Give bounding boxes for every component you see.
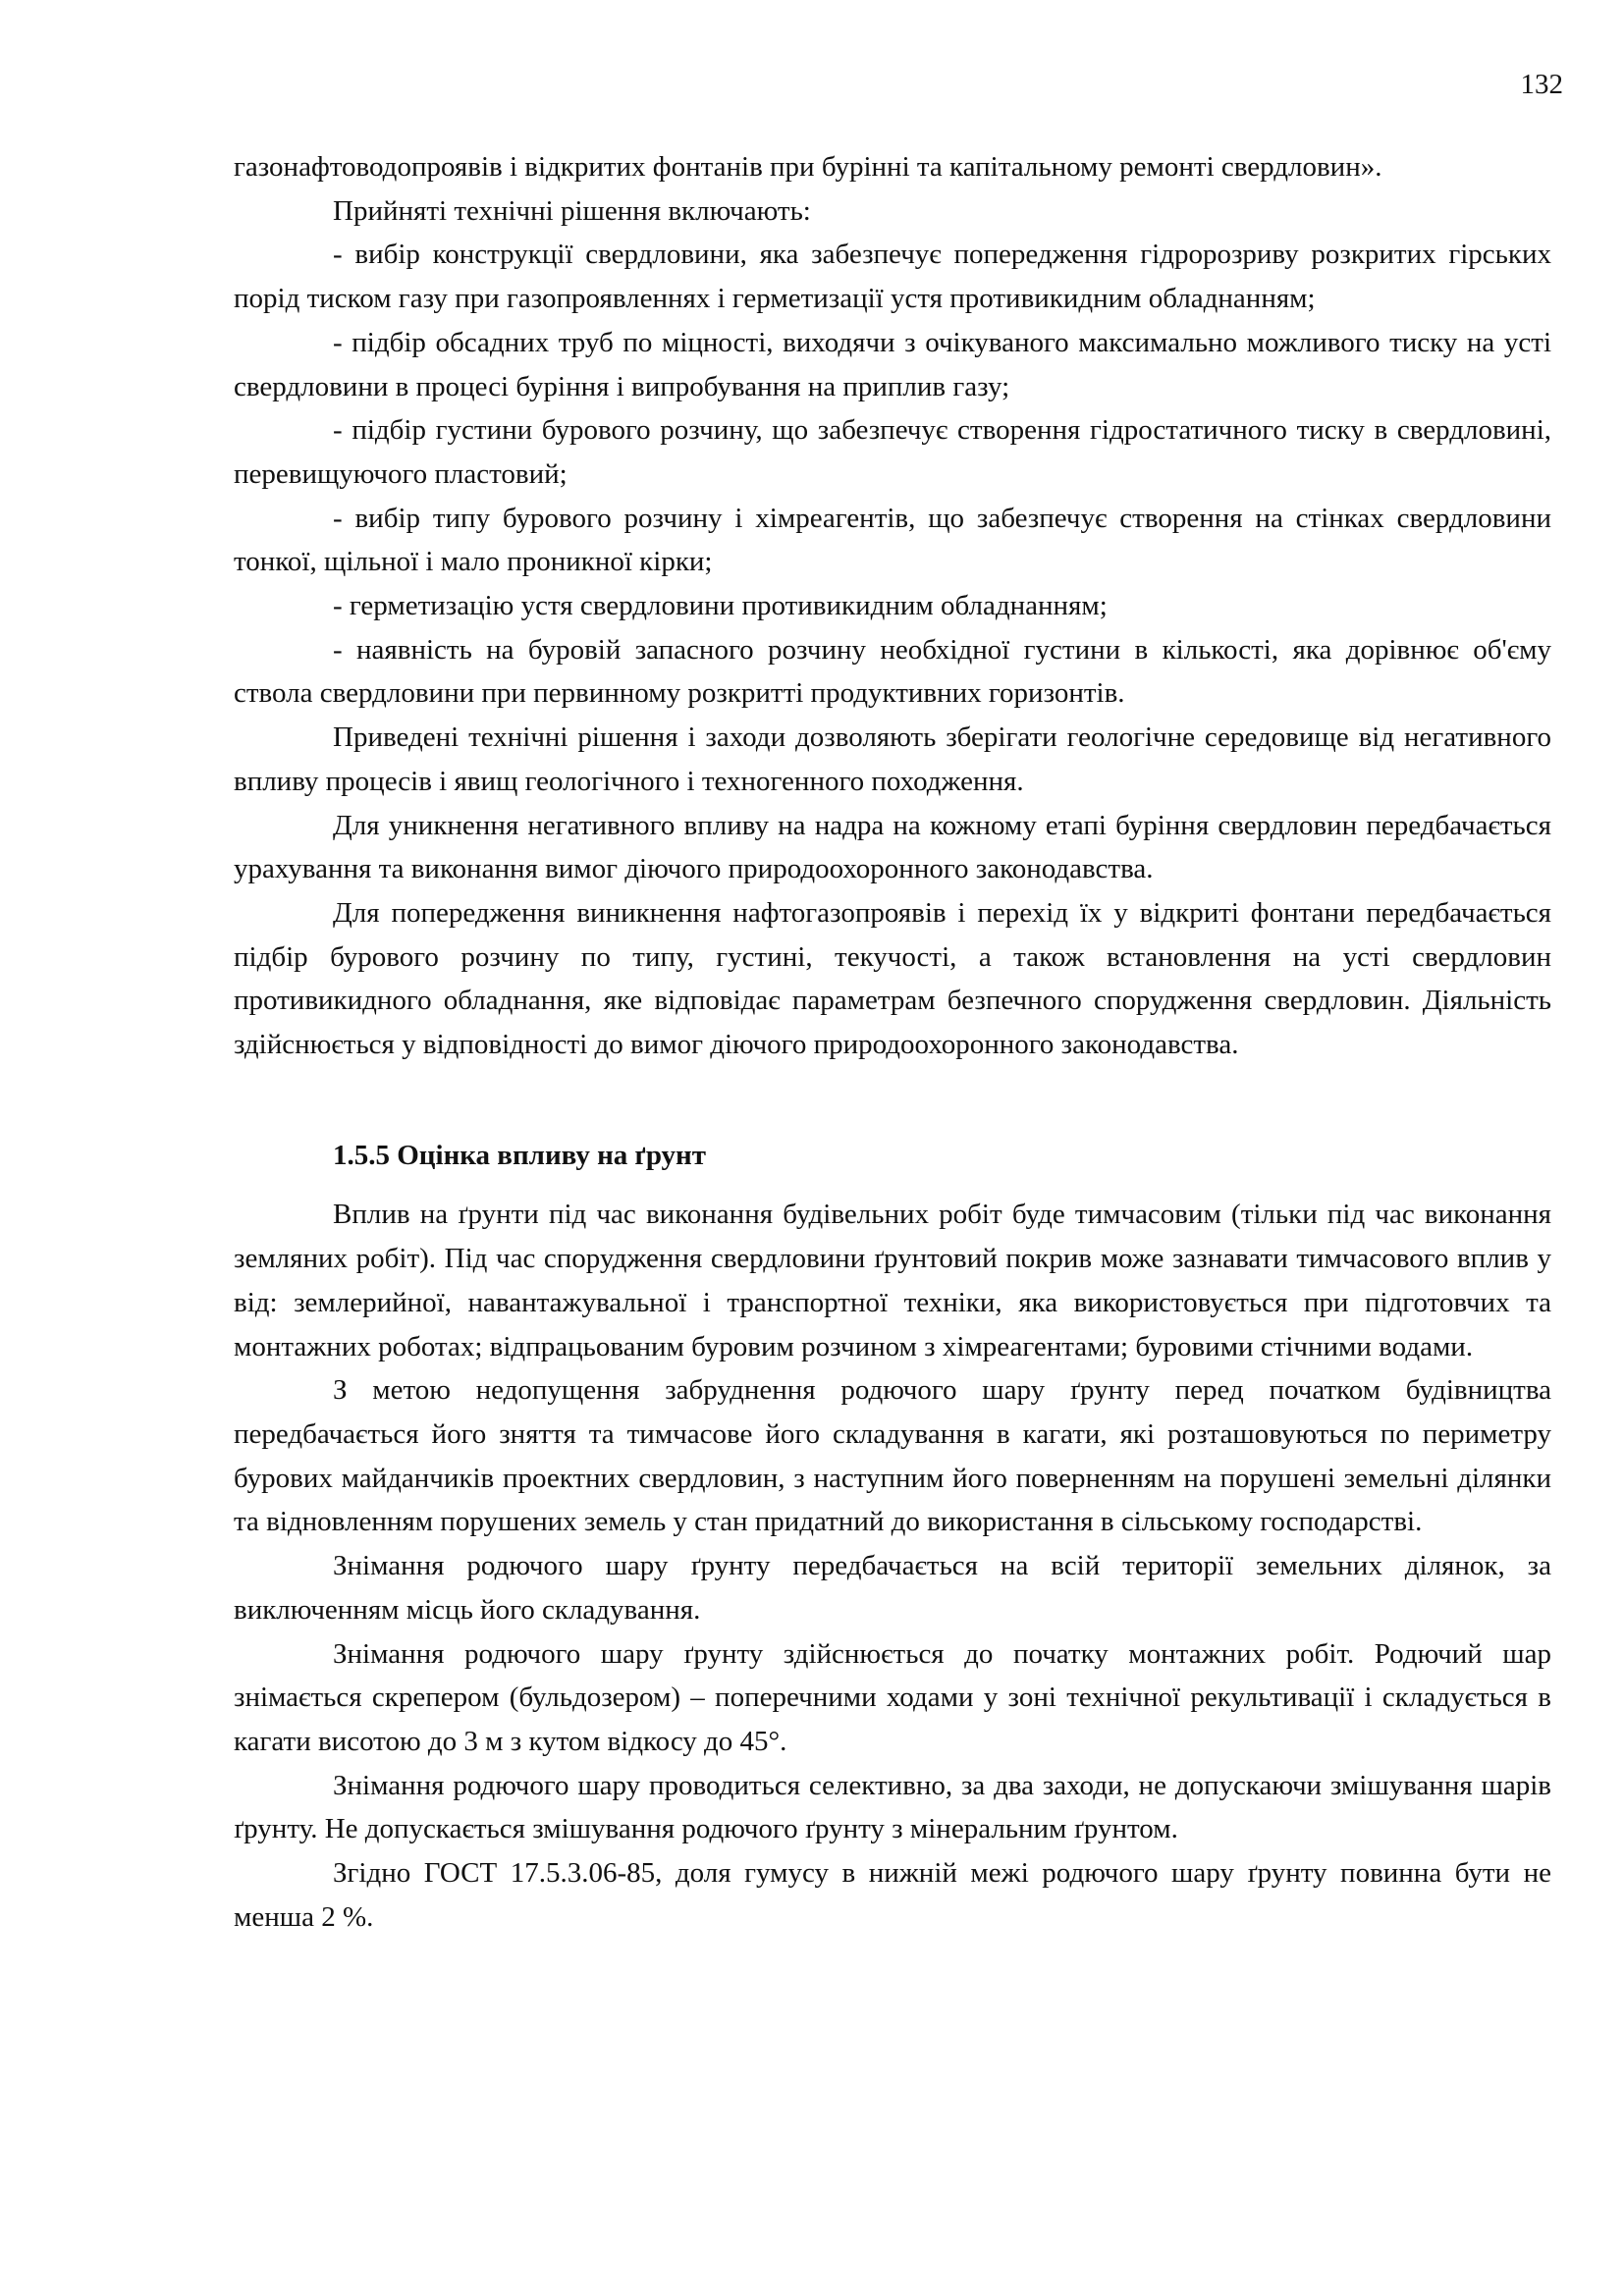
list-item: - вибір типу бурового розчину і хімреагентів, що забезпечує створення на стінках свердловини тонкої, щільної і мало проникної кірки; [234,502,1551,578]
paragraph: Знімання родючого шару ґрунту здійснюється до початку монтажних робіт. Родючий шар знімається скрепером (бульдозером) – поперечними ходами у зоні технічної рекультивації і складується в кагати висотою до 3 м з кутом відкосу до 45°. [234,1637,1551,1757]
paragraph: Приведені технічні рішення і заходи дозволяють зберігати геологічне середовище від негативного впливу процесів і явищ геологічного і техногенного походження. [234,721,1551,797]
paragraph: Для уникнення негативного впливу на надра на кожному етапі буріння свердловин передбачається урахування та виконання вимог діючого природоохоронного законодавства. [234,809,1551,885]
document-body [234,145,1551,1939]
paragraph: З метою недопущення забруднення родючого шару ґрунту перед початком будівництва передбачається його зняття та тимчасове його складування в кагати, які розташовуються по периметру бурових майданчиків проектних свердловин, з наступним його поверненням на порушені земельні ділянки та відновленням порушених земель у стан придатний до використання в сільському господарстві. [234,1374,1551,1538]
list-item: - вибір конструкції свердловини, яка забезпечує попередження гідророзриву розкритих гірських порід тиском газу при газопроявленнях і герметизації устя противикидним обладнанням; [234,239,1551,315]
paragraph: газонафтоводопроявів і відкритих фонтанів при бурінні та капітальному ремонті свердловин». [234,151,1382,183]
list-item: - підбір обсадних труб по міцності, виходячи з очікуваного максимально можливого тиску на усті свердловини в процесі буріння і випробування на приплив газу; [234,326,1551,402]
paragraph: Вплив на ґрунти під час виконання будівельних робіт буде тимчасовим (тільки під час виконання земляних робіт). Під час спорудження свердловини ґрунтовий покрив може зазнавати тимчасового вплив у від: землерийної, навантажувальної і транспортної техніки, яка використовується при підготовчих та монтажних роботах; відпрацьованим буровим розчином з хімреагентами; буровими стічними водами. [234,1199,1551,1362]
paragraph: Для попередження виникнення нафтогазопроявів і перехід їх у відкриті фонтани передбачається підбір бурового розчину по типу, густині, текучості, а також встановлення на усті свердловин противикидного обладнання, яке відповідає параметрам безпечного спорудження свердловин. Діяльність здійснюється у відповідності до вимог діючого природоохоронного законодавства. [234,896,1551,1061]
paragraph: Прийняті технічні рішення включають: [333,194,811,227]
paragraph: Згідно ГОСТ 17.5.3.06-85, доля гумусу в нижній межі родючого шару ґрунту повинна бути не менша 2 %. [234,1857,1551,1933]
list-item: - наявність на буровій запасного розчину необхідної густини в кількості, яка дорівнює об'єму ствола свердловини при первинному розкритті продуктивних горизонтів. [234,633,1551,710]
paragraph: Знімання родючого шару проводиться селективно, за два заходи, не допускаючи змішування шарів ґрунту. Не допускається змішування родючого ґрунту з мінеральним ґрунтом. [234,1769,1551,1845]
page-number: 132 [1520,69,1563,100]
paragraph: Знімання родючого шару ґрунту передбачається на всій території земельних ділянок, за виключенням місць його складування. [234,1550,1551,1626]
section-heading: 1.5.5 Оцінка впливу на ґрунт [333,1139,707,1171]
list-item: - герметизацію устя свердловини противикидним обладнанням; [333,590,1108,622]
list-item: - підбір густини бурового розчину, що забезпечує створення гідростатичного тиску в свердловині, перевищуючого пластовий; [234,414,1551,490]
